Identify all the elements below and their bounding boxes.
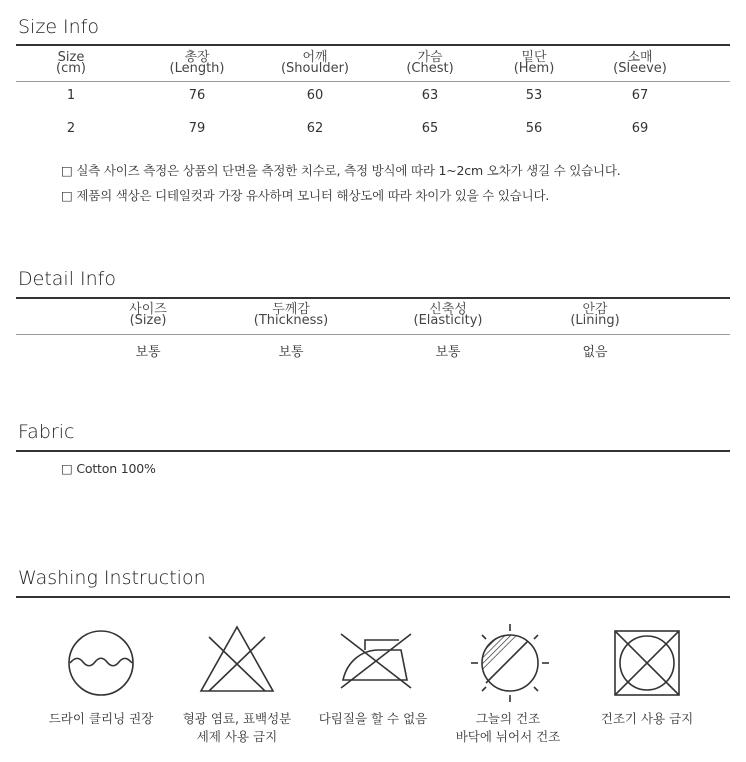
wash-label-no-tumble-dry: 건조기 사용 금지	[600, 711, 694, 726]
size-row-2-length: 79	[188, 121, 206, 136]
size-note-2: □ 제품의 색상은 디테일컷과 가장 유사하며 모니터 해상도에 따라 차이가 있을 수 있습니다.	[61, 188, 550, 203]
size-row-2-shoulder: 62	[306, 121, 324, 136]
detail-header-rule	[16, 334, 730, 335]
shade-dry-flat-icon	[468, 621, 552, 705]
detail-info-title: Detail Info	[18, 268, 116, 290]
detail-header-lining: 안감 (Lining)	[570, 302, 620, 328]
wash-label-no-bleach: 형광 염료, 표백성분 세제 사용 금지	[182, 711, 292, 744]
size-header-shoulder: 어깨 (Shoulder)	[280, 50, 350, 76]
size-row-1-sleeve: 67	[631, 88, 649, 103]
size-header-sleeve: 소매 (Sleeve)	[613, 50, 667, 76]
size-row-1-hem: 53	[525, 88, 543, 103]
size-header-rule	[16, 81, 730, 82]
size-row-2-sleeve: 69	[631, 121, 649, 136]
fabric-top-rule	[16, 450, 730, 452]
washing-title: Washing Instruction	[18, 567, 206, 589]
washing-top-rule	[16, 596, 730, 598]
size-header-hem: 밑단 (Hem)	[513, 50, 555, 76]
wash-label-dry-cleaning: 드라이 클리닝 권장	[48, 711, 154, 726]
size-row-2-chest: 65	[421, 121, 439, 136]
detail-value-thickness: 보통	[278, 345, 304, 360]
fabric-composition: □ Cotton 100%	[61, 461, 156, 476]
no-iron-icon	[335, 628, 415, 692]
size-row-2-size: 2	[66, 121, 76, 136]
detail-value-elasticity: 보통	[435, 345, 461, 360]
size-row-2-hem: 56	[525, 121, 543, 136]
size-row-1-length: 76	[188, 88, 206, 103]
size-header-size: Size (cm)	[56, 50, 86, 76]
detail-header-thickness: 두께감 (Thickness)	[253, 302, 329, 328]
size-info-title: Size Info	[18, 16, 100, 38]
size-info-top-rule	[16, 44, 730, 46]
size-note-1: □ 실측 사이즈 측정은 상품의 단면을 측정한 치수로, 측정 방식에 따라 1~2cm 오차가 생길 수 있습니다.	[61, 163, 621, 178]
size-row-1-shoulder: 60	[306, 88, 324, 103]
detail-info-top-rule	[16, 297, 730, 299]
size-row-1-chest: 63	[421, 88, 439, 103]
fabric-title: Fabric	[18, 421, 75, 443]
detail-header-elasticity: 신축성 (Elasticity)	[413, 302, 483, 328]
size-row-1-size: 1	[66, 88, 76, 103]
detail-header-size: 사이즈 (Size)	[129, 302, 167, 328]
detail-value-lining: 없음	[582, 345, 608, 360]
no-bleach-icon	[197, 623, 277, 695]
dry-cleaning-icon	[63, 625, 139, 701]
size-header-chest: 가슴 (Chest)	[406, 50, 454, 76]
wash-label-no-iron: 다림질을 할 수 없음	[318, 711, 428, 726]
size-header-length: 총장 (Length)	[169, 50, 225, 76]
detail-value-size: 보통	[135, 345, 161, 360]
no-tumble-dry-icon	[611, 627, 683, 699]
wash-label-shade-dry: 그늘의 건조 바닥에 뉘어서 건조	[455, 711, 561, 744]
